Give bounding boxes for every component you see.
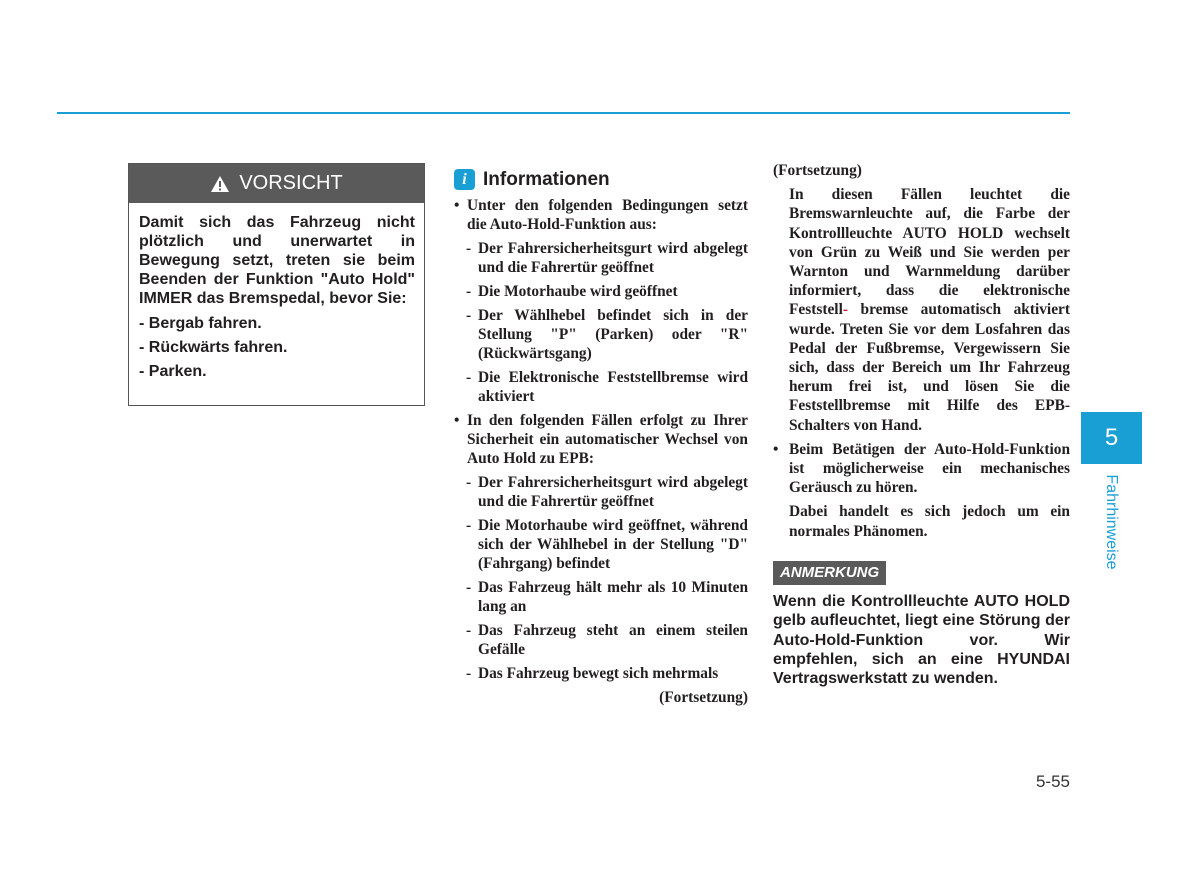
info-title: Informationen (483, 168, 610, 190)
info-column (454, 165, 748, 707)
paragraph-part: bremse automatisch aktiviert wurde. Treten Sie vor dem Losfahren das Pedal der Fußbremse, Vergewissern Sie sich, dass der Bereich um Ihr Fahrzeug herum frei ist, und lösen Sie die Feststellbremse mit Hilfe des EPB-Schalters von Hand. (789, 301, 1070, 434)
page-number: 5-55 (1035, 772, 1070, 791)
info-subitem: - Der Fahrersicherheitsgurt wird abgelegt und die Fahrertür geöffnet (454, 239, 748, 277)
info-header (454, 165, 748, 193)
info-subitem: - Die Elektronische Feststellbremse wird aktiviert (454, 368, 748, 406)
continued-paragraph (773, 185, 1070, 435)
info-icon: i (454, 169, 475, 190)
warning-item: - Bergab fahren. (139, 315, 262, 332)
right-bullet-continuation: Dabei handelt es sich jedoch um ein normales Phänomen. (789, 503, 1070, 540)
warning-item: - Rückwärts fahren. (139, 339, 288, 356)
note-text: Wenn die Kontrollleuchte AUTO HOLD gelb aufleuchtet, liegt eine Störung der Auto-Hold-Funktion vor. Wir empfehlen, sich an eine HYUNDAI Vertragswerkstatt zu wenden. (773, 593, 1070, 688)
warning-header (129, 164, 424, 203)
info-subitem: - Das Fahrzeug bewegt sich mehrmals (454, 664, 748, 683)
info-bullet: • Unter den folgenden Bedingungen setzt die Auto-Hold-Funktion aus: (454, 196, 748, 234)
warning-item: - Parken. (139, 363, 207, 380)
info-subitem: - Der Fahrersicherheitsgurt wird abgelegt und die Fahrertür geöffnet (454, 473, 748, 511)
info-bullet: • In den folgenden Fällen erfolgt zu Ihrer Sicherheit ein automatischer Wechsel von Auto Hold zu EPB: (454, 411, 748, 468)
warning-text: Damit sich das Fahrzeug nicht plötzlich und unerwartet in Bewegung setzt, treten sie beim Beenden der Funktion "Auto Hold" IMMER das Bremspedal, bevor Sie: (139, 214, 415, 307)
red-hyphen: - (842, 301, 848, 319)
warning-triangle-icon (210, 175, 230, 193)
info-subitem: - Das Fahrzeug hält mehr als 10 Minuten lang an (454, 578, 748, 616)
right-column (773, 161, 1070, 689)
info-subitem: - Der Wählhebel befindet sich in der Stellung "P" (Parken) oder "R" (Rückwärtsgang) (454, 306, 748, 363)
info-subitem: - Das Fahrzeug steht an einem steilen Gefälle (454, 621, 748, 659)
warning-box (128, 163, 425, 406)
chapter-label (1101, 474, 1121, 570)
warning-body (129, 203, 424, 381)
warning-list (139, 314, 415, 381)
info-subitem: - Die Motorhaube wird geöffnet, während sich der Wählhebel in der Stellung "D" (Fahrgang) befindet (454, 516, 748, 573)
top-rule (57, 112, 1070, 114)
info-subitem: - Die Motorhaube wird geöffnet (454, 282, 748, 301)
right-bullet: • Beim Betätigen der Auto-Hold-Funktion ist möglicherweise ein mechanisches Geräusch zu hören. (773, 440, 1070, 498)
continued-note: (Fortsetzung) (659, 689, 748, 706)
note-label: ANMERKUNG (773, 561, 886, 585)
chapter-label-text: Fahrhinweise (1103, 474, 1120, 570)
warning-title: VORSICHT (239, 172, 343, 194)
paragraph-part: In diesen Fällen leuchtet die Bremswarnleuchte auf, die Farbe der Kontrollleuchte AUTO HOLD wechselt von Grün zu Weiß und Sie werden per Warnton und Warnmeldung darüber informiert, dass die elektronische Feststell (789, 186, 1070, 319)
chapter-tab: 5 (1081, 412, 1142, 464)
continued-heading: (Fortsetzung) (773, 162, 862, 179)
